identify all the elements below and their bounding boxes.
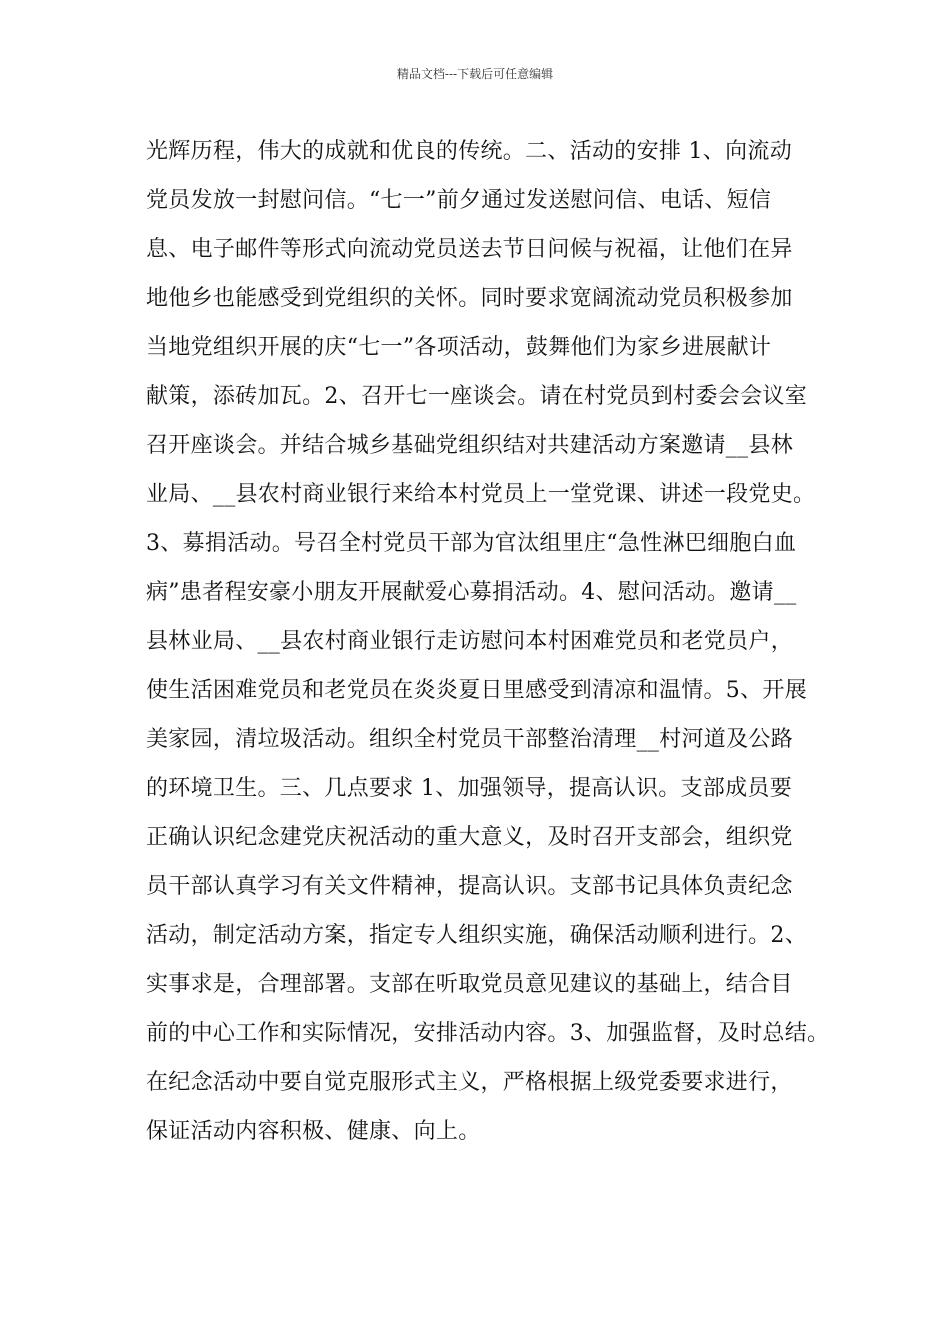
text-line: 献策，添砖加瓦。2、召开七一座谈会。请在村党员到村委会会议室 <box>146 384 807 409</box>
text-line: 保证活动内容积极、健康、向上。 <box>146 1119 481 1144</box>
text-line: 地他乡也能感受到党组织的关怀。同时要求宽阔流动党员积极参加 <box>146 286 793 311</box>
text-line: 前的中心工作和实际情况，安排活动内容。3、加强监督，及时总结。 <box>146 1021 830 1046</box>
text-line: 实事求是，合理部署。支部在听取党员意见建议的基础上，结合目 <box>146 972 793 997</box>
text-line: 光辉历程，伟大的成就和优良的传统。二、活动的安排 1、向流动 <box>146 139 792 164</box>
text-line: 党员发放一封慰问信。“七一”前夕通过发送慰问信、电话、短信 <box>146 188 772 213</box>
text-line: 当地党组织开展的庆“七一”各项活动，鼓舞他们为家乡进展献计 <box>146 335 772 360</box>
text-line: 活动，制定活动方案，指定专人组织实施，确保活动顺利进行。2、 <box>146 923 807 948</box>
text-line: 美家园，清垃圾活动。组织全村党员干部整治清理__村河道及公路 <box>146 727 794 752</box>
text-line: 使生活困难党员和老党员在炎炎夏日里感受到清凉和温情。5、开展 <box>146 678 807 703</box>
text-line: 3、募捐活动。号召全村党员干部为官汰组里庄“急性淋巴细胞白血 <box>146 531 797 556</box>
text-line: 正确认识纪念建党庆祝活动的重大意义，及时召开支部会，组织党 <box>146 825 793 850</box>
document-body <box>146 132 830 1161</box>
text-line: 病”患者程安豪小朋友开展献爱心募捐活动。4、慰问活动。邀请__ <box>146 580 797 605</box>
text-line: 的环境卫生。三、几点要求 1、加强领导，提高认识。支部成员要 <box>146 776 792 801</box>
page-header: 精品文档---下载后可任意编辑 <box>396 67 554 81</box>
text-line: 息、电子邮件等形式向流动党员送去节日问候与祝福，让他们在异 <box>146 237 793 262</box>
text-line: 县林业局、__县农村商业银行走访慰问本村困难党员和老党员户， <box>146 629 794 654</box>
text-line: 召开座谈会。并结合城乡基础党组织结对共建活动方案邀请__县林 <box>146 433 794 458</box>
text-line: 业局、__县农村商业银行来给本村党员上一堂党课、讲述一段党史。 <box>146 482 816 507</box>
text-line: 员干部认真学习有关文件精神，提高认识。支部书记具体负责纪念 <box>146 874 793 899</box>
text-line: 在纪念活动中要自觉克服形式主义，严格根据上级党委要求进行， <box>146 1070 793 1095</box>
